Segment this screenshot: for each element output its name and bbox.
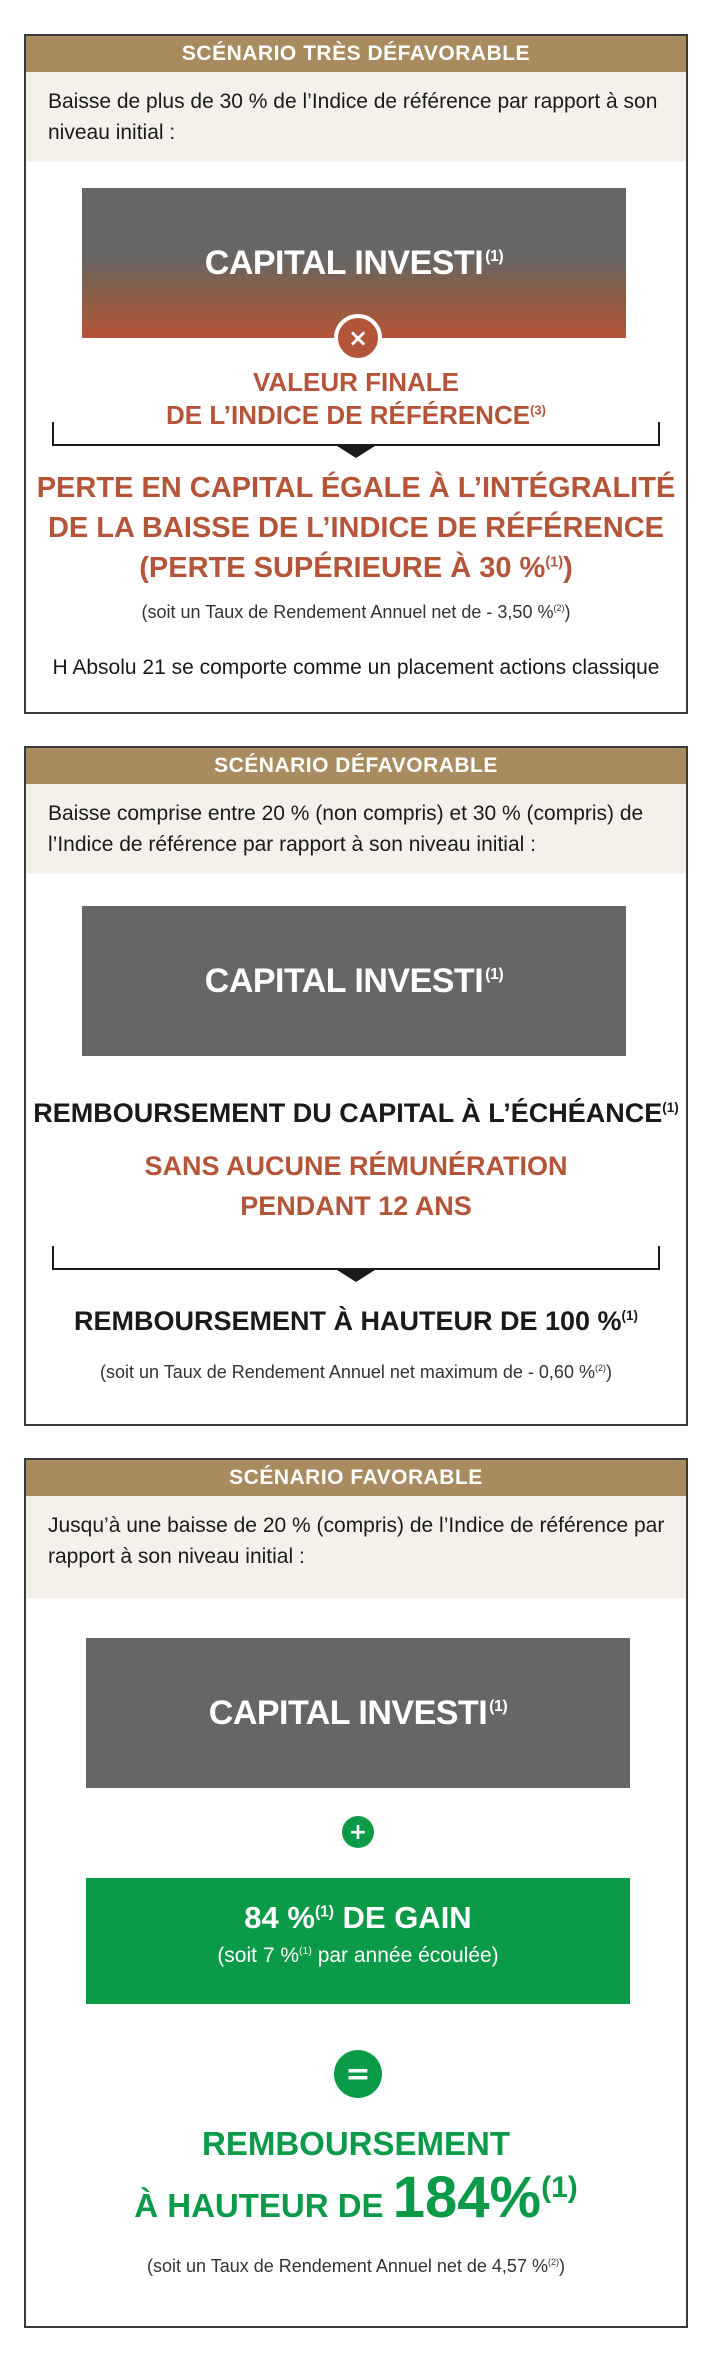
capital-invested-label: CAPITAL INVESTI — [204, 961, 484, 1000]
annual-return-rate — [26, 2256, 686, 2277]
scenario-favorable-title: SCÉNARIO FAVORABLE — [26, 1460, 686, 1496]
multiply-icon: × — [334, 314, 382, 362]
scenario-footer-note: H Absolu 21 se comporte comme un placement actions classique — [52, 656, 660, 679]
gain-note: (1) — [314, 1903, 334, 1921]
result-note: (1) — [541, 2171, 578, 2204]
result-line3-end: ) — [563, 552, 573, 584]
bracket-connector — [52, 422, 660, 446]
result-line2: DE LA BAISSE DE L’INDICE DE RÉFÉRENCE — [47, 512, 665, 544]
rate-end: ) — [558, 2256, 565, 2276]
gain-label: DE GAIN — [333, 1900, 472, 1935]
rate-note: (2) — [594, 1363, 606, 1373]
result-big-value: 184% — [392, 2165, 542, 2230]
capital-loss-result — [26, 468, 686, 588]
capital-invested-label: CAPITAL INVESTI — [204, 243, 484, 282]
gain-sub-end: par année écoulée) — [311, 1944, 499, 1967]
rate-end: ) — [564, 602, 571, 622]
annual-return-rate — [26, 1362, 686, 1383]
scenario-unfavorable-card — [24, 746, 688, 1426]
scenario-very-unfavorable-title: SCÉNARIO TRÈS DÉFAVORABLE — [26, 36, 686, 72]
bracket-connector — [52, 1246, 660, 1270]
down-arrow-icon — [334, 1268, 378, 1282]
result-text: REMBOURSEMENT À HAUTEUR DE 100 % — [73, 1306, 622, 1336]
scenario-very-unfavorable-intro: Baisse de plus de 30 % de l’Indice de référence par rapport à son niveau initial : — [26, 72, 686, 162]
scenario-favorable-card — [24, 1458, 688, 2328]
final-value-line2: DE L’INDICE DE RÉFÉRENCE — [166, 400, 531, 430]
no-return-line1: SANS AUCUNE RÉMUNÉRATION — [144, 1151, 568, 1181]
capital-invested-box: CAPITAL INVESTI $^{(1)}$ — [82, 188, 626, 338]
final-value-note: (3) — [530, 402, 546, 418]
capital-invested-box: CAPITAL INVESTI $^{(1)}$ — [82, 906, 626, 1056]
repayment-note: (1) — [662, 1100, 679, 1115]
scenario-favorable-intro: Jusqu’à une baisse de 20 % (compris) de l’Indice de référence par rapport à son niveau initial : — [26, 1496, 686, 1598]
scenario-unfavorable-intro: Baisse comprise entre 20 % (non compris) et 30 % (compris) de l’Indice de référence par rapport à son niveau initial : — [26, 784, 686, 874]
plus-icon: + — [342, 1816, 374, 1848]
no-return-label — [26, 1146, 686, 1226]
repayment-result — [26, 1306, 686, 1337]
result-line2-wrap — [26, 2166, 686, 2245]
capital-repayment-label — [26, 1098, 686, 1129]
result-line1: PERTE EN CAPITAL ÉGALE À L’INTÉGRALITÉ — [36, 472, 676, 504]
capital-invested-box: CAPITAL INVESTI $^{(1)}$ — [86, 1638, 630, 1788]
rate-text: (soit un Taux de Rendement Annuel net de 4,57 % — [147, 2256, 548, 2276]
annual-return-rate — [26, 602, 686, 623]
equals-icon: = — [334, 2050, 382, 2098]
capital-invested-label: CAPITAL INVESTI — [208, 1693, 488, 1732]
result-line1: REMBOURSEMENT — [201, 2125, 510, 2162]
gain-box — [86, 1878, 630, 2004]
result-line2: À HAUTEUR DE — [134, 2187, 393, 2224]
gain-headline — [86, 1900, 630, 1936]
result-note: (1) — [621, 1308, 639, 1323]
result-note: (1) — [545, 554, 564, 571]
repayment-text: REMBOURSEMENT DU CAPITAL À L’ÉCHÉANCE — [33, 1098, 663, 1128]
result-line3: (PERTE SUPÉRIEURE À 30 % — [139, 552, 546, 584]
rate-note: (2) — [553, 603, 565, 613]
final-value-line1: VALEUR FINALE — [252, 367, 460, 397]
scenario-very-unfavorable-card — [24, 34, 688, 714]
gain-sub — [86, 1944, 630, 1968]
final-repayment-result — [26, 2122, 686, 2245]
gain-sub-note: (1) — [299, 1945, 312, 1957]
gain-pct: 84 % — [244, 1900, 315, 1935]
rate-end: ) — [605, 1362, 612, 1382]
scenario-unfavorable-title: SCÉNARIO DÉFAVORABLE — [26, 748, 686, 784]
rate-note: (2) — [547, 2257, 559, 2267]
rate-text: (soit un Taux de Rendement Annuel net maximum de - 0,60 % — [100, 1362, 595, 1382]
rate-text: (soit un Taux de Rendement Annuel net de - 3,50 % — [141, 602, 554, 622]
no-return-line2: PENDANT 12 ANS — [240, 1191, 472, 1221]
gain-sub-start: (soit 7 % — [217, 1944, 300, 1967]
down-arrow-icon — [334, 444, 378, 458]
